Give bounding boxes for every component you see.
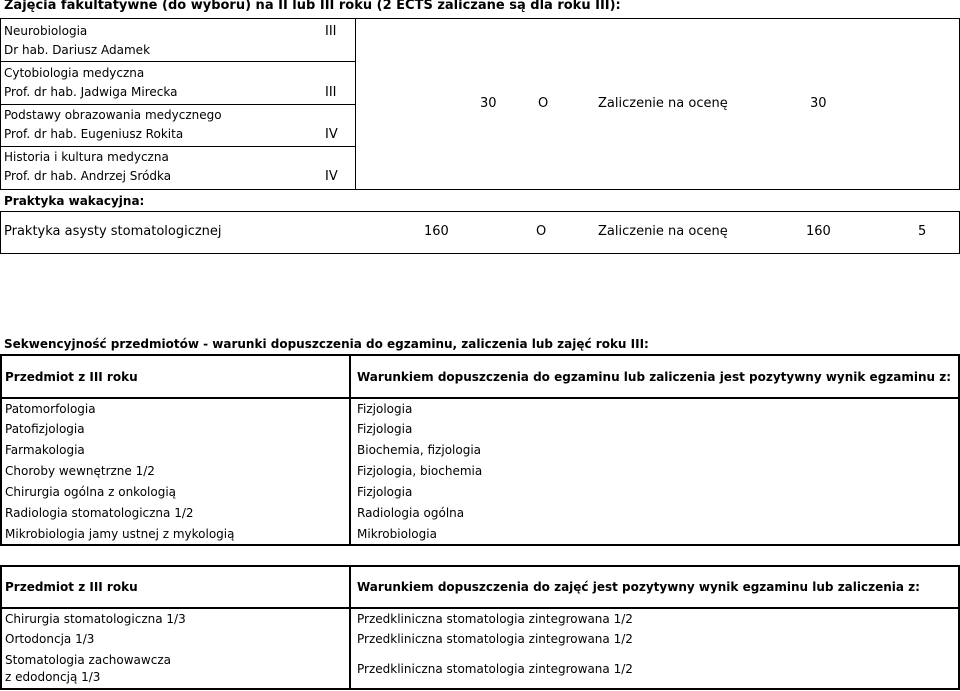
table-border bbox=[355, 18, 356, 189]
elective-total: 30 bbox=[810, 96, 827, 111]
table-border bbox=[0, 607, 960, 609]
elective-type: O bbox=[538, 96, 549, 111]
table-border bbox=[0, 354, 2, 544]
table-border bbox=[0, 104, 355, 105]
row-condition: Fizjologia bbox=[357, 402, 413, 416]
practice-hours: 160 bbox=[424, 224, 449, 239]
course-teacher: Dr hab. Dariusz Adamek bbox=[4, 43, 151, 57]
practice-assessment: Zaliczenie na ocenę bbox=[598, 224, 728, 239]
table-border bbox=[0, 688, 960, 690]
elective-assessment: Zaliczenie na ocenę bbox=[598, 96, 728, 111]
course-year: IV bbox=[325, 127, 338, 142]
row-condition: Przedkliniczna stomatologia zintegrowana 1/2 bbox=[357, 662, 633, 676]
table2-header-condition: Warunkiem dopuszczenia do zajęć jest pozytywny wynik egzaminu lub zaliczenia z: bbox=[357, 580, 920, 594]
row-subject: z edodoncją 1/3 bbox=[5, 670, 101, 684]
table-border bbox=[0, 544, 960, 546]
row-subject: Stomatologia zachowawcza bbox=[5, 653, 171, 667]
course-name: Historia i kultura medyczna bbox=[4, 150, 169, 164]
practice-name: Praktyka asysty stomatologicznej bbox=[4, 224, 222, 239]
table-border bbox=[0, 61, 355, 62]
practice-title: Praktyka wakacyjna: bbox=[4, 194, 145, 208]
row-condition: Biochemia, fizjologia bbox=[357, 443, 482, 457]
course-teacher: Prof. dr hab. Jadwiga Mirecka bbox=[4, 85, 178, 99]
row-subject: Mikrobiologia jamy ustnej z mykologią bbox=[5, 527, 235, 541]
table-border bbox=[0, 354, 960, 356]
row-subject: Radiologia stomatologiczna 1/2 bbox=[5, 506, 194, 520]
row-condition: Mikrobiologia bbox=[357, 527, 437, 541]
row-condition: Przedkliniczna stomatologia zintegrowana 1/2 bbox=[357, 632, 633, 646]
table1-header-condition: Warunkiem dopuszczenia do egzaminu lub zaliczenia jest pozytywny wynik egzaminu z: bbox=[357, 370, 952, 384]
practice-type: O bbox=[536, 224, 547, 239]
table-border bbox=[0, 18, 960, 19]
table-border bbox=[0, 397, 960, 399]
row-subject: Chirurgia ogólna z onkologią bbox=[5, 485, 177, 499]
elective-title: Zajęcia fakultatywne (do wyboru) na II lub III roku (2 ECTS zaliczane są dla roku III): bbox=[4, 0, 621, 13]
row-subject: Patofizjologia bbox=[5, 422, 85, 436]
table-border bbox=[0, 211, 1, 253]
course-teacher: Prof. dr hab. Andrzej Sródka bbox=[4, 169, 172, 183]
practice-ects: 5 bbox=[918, 224, 927, 239]
table-border bbox=[349, 354, 351, 544]
table-border bbox=[0, 211, 960, 212]
sequence-title: Sekwencyjność przedmiotów - warunki dopuszczenia do egzaminu, zaliczenia lub zajęć roku III: bbox=[4, 337, 649, 351]
elective-hours: 30 bbox=[480, 96, 497, 111]
row-condition: Fizjologia bbox=[357, 485, 413, 499]
course-name: Podstawy obrazowania medycznego bbox=[4, 108, 222, 122]
course-teacher: Prof. dr hab. Eugeniusz Rokita bbox=[4, 127, 184, 141]
row-subject: Chirurgia stomatologiczna 1/3 bbox=[5, 612, 186, 626]
row-subject: Choroby wewnętrzne 1/2 bbox=[5, 464, 155, 478]
practice-total: 160 bbox=[806, 224, 831, 239]
row-condition: Fizjologia bbox=[357, 422, 413, 436]
table-border bbox=[0, 146, 355, 147]
table2-header-subject: Przedmiot z III roku bbox=[5, 580, 138, 594]
course-year: IV bbox=[325, 169, 338, 184]
table-border bbox=[349, 565, 351, 689]
row-subject: Patomorfologia bbox=[5, 402, 96, 416]
row-subject: Farmakologia bbox=[5, 443, 85, 457]
table-border bbox=[0, 565, 960, 567]
table1-header-subject: Przedmiot z III roku bbox=[5, 370, 138, 384]
course-name: Cytobiologia medyczna bbox=[4, 66, 145, 80]
row-condition: Przedkliniczna stomatologia zintegrowana 1/2 bbox=[357, 612, 633, 626]
table-border bbox=[0, 253, 960, 254]
table-border bbox=[0, 565, 2, 689]
course-year: III bbox=[325, 24, 337, 39]
course-name: Neurobiologia bbox=[4, 24, 88, 38]
course-year: III bbox=[325, 85, 337, 100]
row-condition: Radiologia ogólna bbox=[357, 506, 465, 520]
table-border bbox=[0, 189, 960, 190]
row-condition: Fizjologia, biochemia bbox=[357, 464, 483, 478]
row-subject: Ortodoncja 1/3 bbox=[5, 632, 95, 646]
